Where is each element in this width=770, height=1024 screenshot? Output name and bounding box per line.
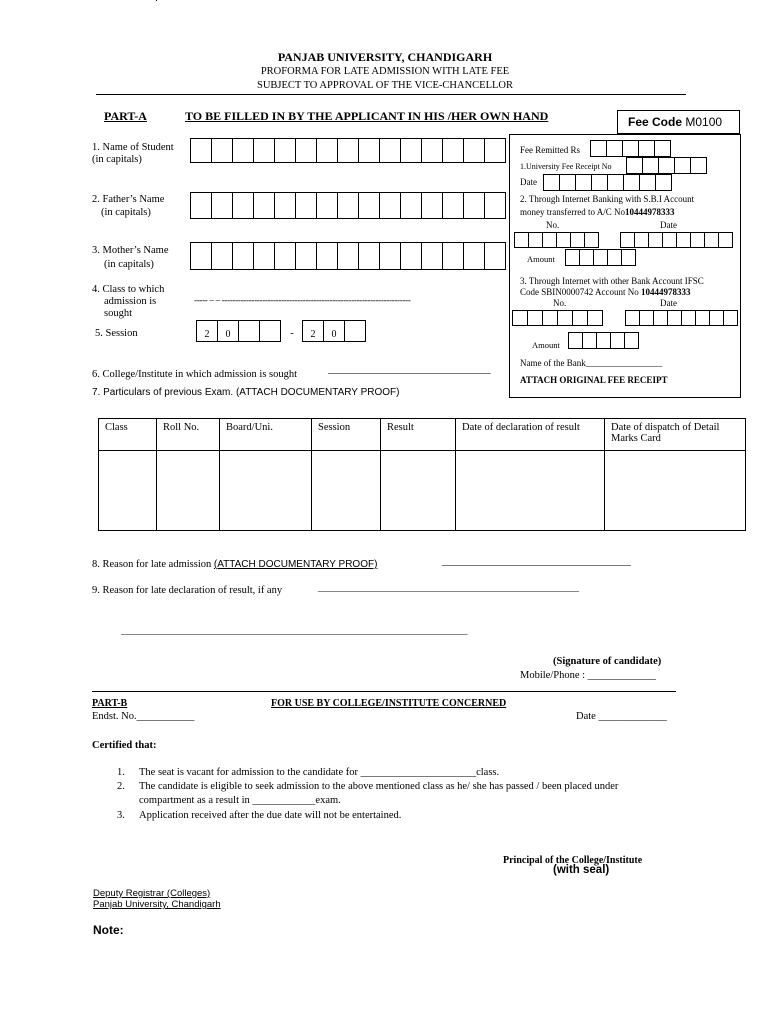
previous-exam-table (98, 418, 746, 531)
college-label: 6. College/Institute in which admission is sought (92, 369, 298, 380)
table-header-roll-no: Roll No. (157, 419, 220, 531)
principal-label: Principal of the College/Institute (503, 855, 643, 866)
college-input-line[interactable]: _______________________________ (328, 364, 491, 375)
class-input-line[interactable]: ----- – – ---------------------------------------------------------------------- (194, 295, 411, 305)
other-bank-line-2-text: Code SBIN0000742 Account No (520, 287, 639, 297)
other-no-label: No. (553, 298, 567, 308)
other-amount-label: Amount (532, 340, 560, 350)
header-divider (96, 94, 686, 95)
table-header-class: Class (99, 419, 157, 531)
session-cells[interactable] (196, 320, 366, 342)
table-header-result: Result (381, 419, 456, 531)
sbi-date-cells[interactable] (620, 232, 733, 248)
session-digit[interactable] (344, 320, 366, 342)
mother-name-sub: (in capitals) (104, 259, 154, 270)
fee-code-value: M0100 (685, 115, 723, 129)
sbi-account-number: 10444978333 (624, 207, 675, 217)
sbi-amount-cells[interactable] (565, 249, 636, 266)
class-label-1: 4. Class to which (92, 284, 165, 295)
form-subtitle-2: SUBJECT TO APPROVAL OF THE VICE-CHANCELLOR (256, 80, 514, 91)
certify-item-2-cont: compartment as a result in ____________exam. (139, 795, 341, 806)
other-amount-cells[interactable] (568, 332, 639, 349)
part-b-heading: FOR USE BY COLLEGE/INSTITUTE CONCERNED (271, 698, 507, 709)
part-b-date-field[interactable]: Date _____________ (576, 711, 667, 722)
session-digit[interactable]: 0 (217, 320, 239, 342)
table-header-board: Board/Uni. (220, 419, 312, 531)
part-a-instruction: TO BE FILLED IN BY THE APPLICANT IN HIS /HER OWN HAND (185, 109, 549, 123)
late-admission-input-line[interactable]: ____________________________________ (442, 556, 631, 567)
part-b-divider (92, 691, 676, 692)
fee-remitted-label: Fee Remitted Rs (520, 145, 580, 155)
late-result-input-line[interactable]: __________________________________________________________ (318, 583, 579, 593)
sbi-no-label: No. (546, 220, 560, 230)
father-name-label: 2. Father’s Name (92, 194, 165, 205)
sbi-line-2-text: money transferred to A/C No (520, 207, 625, 217)
receipt-no-cells[interactable] (626, 157, 707, 174)
late-admission-label (92, 559, 377, 570)
certify-item-3-num: 3. (117, 810, 125, 821)
receipt-date-cells[interactable] (543, 174, 672, 191)
certify-item-2-num: 2. (117, 781, 125, 792)
part-a-label: PART-A (104, 109, 147, 123)
other-bank-line-1: 3. Through Internet with other Bank Account IFSC (520, 276, 704, 286)
student-name-cells[interactable] (190, 138, 506, 163)
mother-name-label: 3. Mother’s Name (92, 245, 169, 256)
table-header-session: Session (312, 419, 381, 531)
late-result-label: 9. Reason for late declaration of result, if any (92, 585, 283, 596)
other-date-cells[interactable] (625, 310, 738, 326)
sbi-no-cells[interactable] (514, 232, 599, 248)
note-label: Note: (93, 923, 124, 937)
attach-fee-receipt-note: ATTACH ORIGINAL FEE RECEIPT (520, 375, 668, 385)
deputy-registrar-line-1: Deputy Registrar (Colleges) (93, 888, 211, 899)
other-bank-account-number: 10444978333 (641, 287, 691, 297)
certify-item-3: Application received after the due date will not be entertained. (139, 810, 402, 821)
endst-no-field[interactable]: Endst. No.___________ (92, 711, 195, 722)
class-label-3: sought (104, 308, 133, 319)
mobile-phone-field[interactable]: Mobile/Phone : _____________ (520, 670, 656, 681)
student-name-sub: (in capitals) (92, 154, 142, 165)
deputy-registrar-line-2: Panjab University, Chandigarh (93, 899, 221, 910)
receipt-no-label: 1.University Fee Receipt No (520, 162, 612, 171)
session-digit[interactable]: 2 (196, 320, 218, 342)
part-b-label: PART-B (92, 698, 128, 709)
father-name-sub: (in capitals) (101, 207, 151, 218)
other-bank-line-2 (520, 287, 691, 297)
session-digit[interactable] (259, 320, 281, 342)
session-separator: - (290, 328, 294, 339)
form-subtitle-1: PROFORMA FOR LATE ADMISSION WITH LATE FEE (260, 66, 510, 77)
session-digit[interactable] (238, 320, 260, 342)
session-digit[interactable]: 2 (302, 320, 324, 342)
session-digit[interactable]: 0 (323, 320, 345, 342)
late-admission-proof: (ATTACH DOCUMENTARY PROOF) (213, 559, 378, 570)
session-label: 5. Session (95, 328, 138, 339)
bank-name-field[interactable]: Name of the Bank_________________ (520, 358, 663, 368)
sbi-line-1: 2. Through Internet Banking with S.B.I Account (520, 194, 695, 204)
fee-code-label: Fee Code (628, 115, 683, 129)
university-title: PANJAB UNIVERSITY, CHANDIGARH (277, 50, 493, 64)
table-header-divider (98, 450, 746, 451)
student-name-label: 1. Name of Student (92, 142, 174, 153)
certify-item-1: The seat is vacant for admission to the candidate for ______________________class. (139, 767, 500, 778)
sbi-line-2 (520, 207, 674, 217)
fee-remitted-cells[interactable] (590, 140, 671, 157)
certify-item-1-num: 1. (117, 767, 125, 778)
class-label-2: admission is (104, 296, 157, 307)
table-header-dispatch-date: Date of dispatch of Detail Marks Card (605, 419, 746, 531)
sbi-amount-label: Amount (527, 254, 555, 264)
other-no-cells[interactable] (512, 310, 603, 326)
particulars-label: 7. Particulars of previous Exam. (ATTACH DOCUMENTARY PROOF) (92, 387, 400, 398)
principal-seal-label: (with seal) (553, 864, 610, 876)
certify-item-2: The candidate is eligible to seek admission to the above mentioned class as he/ she has passed / been placed under (139, 781, 619, 792)
mother-name-cells[interactable] (190, 242, 506, 270)
late-admission-text: 8. Reason for late admission (92, 559, 212, 570)
candidate-signature-label: (Signature of candidate) (553, 656, 662, 667)
receipt-date-label: Date (520, 177, 537, 187)
certified-that-label: Certified that: (92, 740, 157, 751)
table-header-declaration-date: Date of declaration of result (456, 419, 605, 531)
sbi-date-label: Date (660, 220, 677, 230)
father-name-cells[interactable] (190, 192, 506, 219)
fee-code-box (617, 110, 740, 134)
other-date-label: Date (660, 298, 677, 308)
reason-extra-line[interactable]: _____________________________________________________________________________ (121, 626, 468, 636)
